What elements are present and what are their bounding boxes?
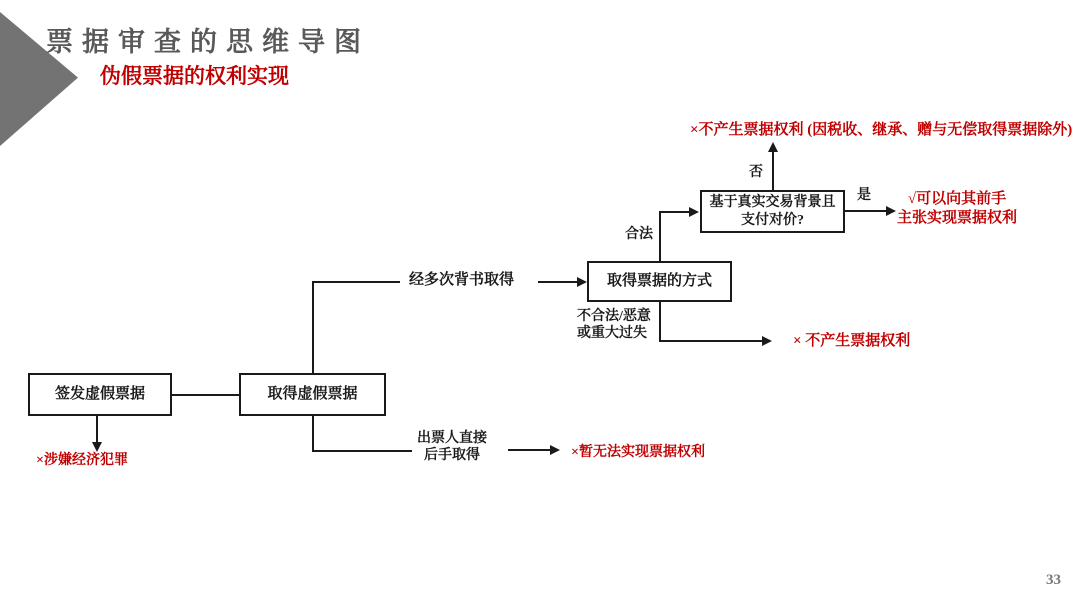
slide-title: 票据审查的思维导图 — [46, 27, 370, 57]
edge-trunk-bottom-horizontal — [312, 450, 412, 452]
outcome-no-rights: × 不产生票据权利 — [793, 333, 911, 349]
slide-subtitle: 伪假票据的权利实现 — [100, 64, 289, 88]
edge-issue-to-obtain — [170, 394, 241, 396]
arrowhead-right-real-transaction — [689, 207, 699, 217]
edge-way-up — [659, 211, 661, 263]
edge-label-illegal-line1: 不合法/恶意 — [577, 309, 651, 324]
edge-label-direct-line2: 后手取得 — [424, 448, 480, 463]
edge-issue-down — [96, 416, 98, 443]
node-real-transaction-question — [700, 190, 845, 233]
outcome-no-rights-with-exception: ×不产生票据权利 (因税收、继承、赠与无偿取得票据除外) — [690, 122, 1073, 138]
edge-trunk-top-horizontal — [312, 281, 400, 283]
arrowhead-right-no-rights — [762, 336, 772, 346]
node-way-of-obtaining-label: 取得票据的方式 — [606, 273, 712, 290]
edge-label-direct — [412, 430, 492, 464]
edge-way-down — [659, 300, 661, 342]
node-issue-fake-bill — [28, 373, 172, 416]
edge-direct-arrow-line — [508, 449, 551, 451]
outcome-temporarily-no-rights: ×暂无法实现票据权利 — [571, 445, 705, 460]
node-obtain-fake-bill-label: 取得虚假票据 — [267, 386, 358, 403]
node-real-transaction-line2: 支付对价? — [741, 212, 804, 228]
page-number: 33 — [1046, 572, 1061, 588]
outcome-claim-rights — [878, 190, 1036, 228]
edge-illegal-horizontal — [659, 340, 763, 342]
edge-label-illegal — [577, 308, 651, 342]
edge-no-up — [772, 151, 774, 191]
outcome-economic-crime: ×涉嫌经济犯罪 — [36, 453, 128, 468]
edge-legal-horizontal — [659, 211, 690, 213]
arrowhead-right-temporarily-no-rights — [550, 445, 560, 455]
edge-trunk-down — [312, 415, 314, 452]
edge-trunk-up — [312, 281, 314, 374]
outcome-claim-rights-line1: √可以向其前手 — [907, 191, 1007, 207]
edge-endorsement-arrow-line — [538, 281, 578, 283]
edge-label-endorsement: 经多次背书取得 — [409, 272, 515, 288]
edge-label-legal: 合法 — [625, 227, 653, 242]
outcome-claim-rights-line2: 主张实现票据权利 — [896, 210, 1017, 226]
node-real-transaction-line1: 基于真实交易背景且 — [709, 195, 836, 210]
edge-label-direct-line1: 出票人直接 — [417, 431, 487, 446]
edge-label-illegal-line2: 或重大过失 — [577, 326, 647, 341]
node-way-of-obtaining — [587, 261, 732, 302]
node-issue-fake-bill-label: 签发虚假票据 — [54, 386, 145, 403]
edge-label-yes: 是 — [857, 188, 871, 203]
arrowhead-up-no-rights-exception — [768, 142, 778, 152]
edge-label-no: 否 — [749, 165, 763, 180]
arrowhead-right-way-of-obtaining — [577, 277, 587, 287]
node-obtain-fake-bill — [239, 373, 386, 416]
